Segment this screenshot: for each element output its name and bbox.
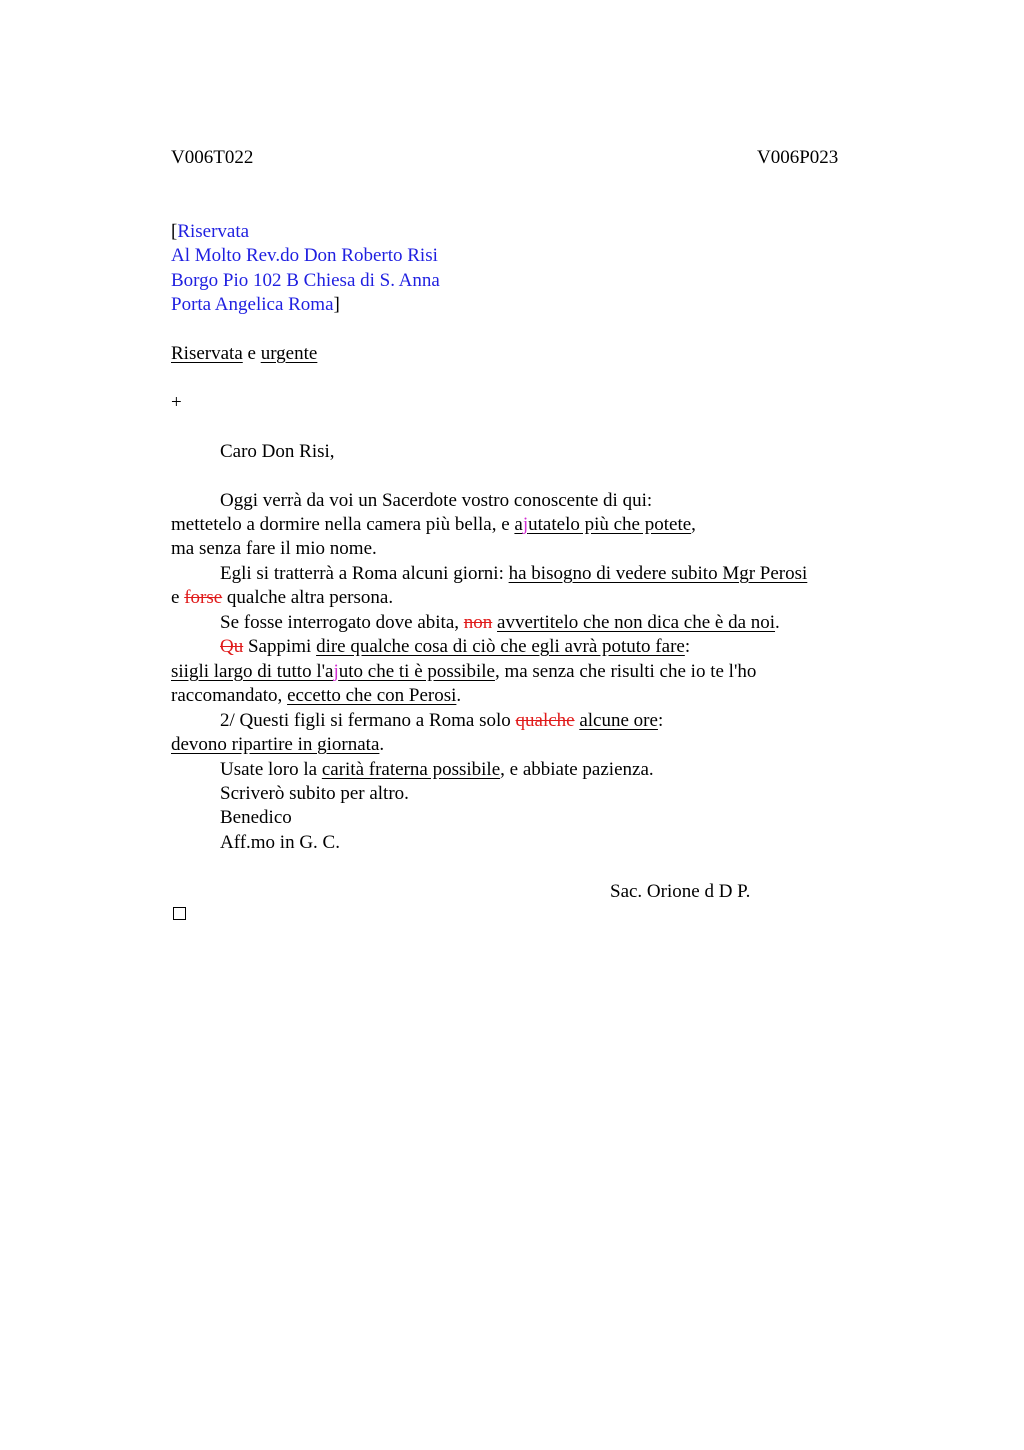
deleted-word: Qu xyxy=(220,636,244,657)
text-run: . xyxy=(379,734,385,755)
text-run: Egli si tratterrà a Roma alcuni giorni: xyxy=(220,563,509,584)
address-line-2: Al Molto Rev.do Don Roberto Risi xyxy=(171,245,438,266)
body-line-15: Aff.mo in G. C. xyxy=(220,832,340,853)
body-line-14: Benedico xyxy=(220,807,292,828)
underlined-run: ha bisogno di vedere subito Mgr Perosi xyxy=(508,563,808,584)
underlined-run: eccetto che con Perosi xyxy=(287,685,457,706)
underlined-run: devono ripartire in giornata xyxy=(171,734,380,755)
text-run: qualche altra persona. xyxy=(222,587,394,608)
text-run: utatelo più che potete xyxy=(528,514,692,535)
signature: Sac. Orione d D P. xyxy=(610,881,751,902)
text-run: raccomandato, xyxy=(171,685,288,706)
open-bracket: [ xyxy=(171,221,178,242)
underlined-run: dire qualche cosa di ciò che egli avrà potuto fare xyxy=(316,636,685,657)
underlined-run: alcune ore xyxy=(579,710,658,731)
text-run: e xyxy=(171,587,185,608)
underlined-run xyxy=(514,514,691,535)
body-line-11 xyxy=(171,733,384,757)
body-line-6 xyxy=(220,611,780,635)
body-line-2 xyxy=(171,513,696,537)
underlined-run xyxy=(171,661,495,682)
text-run: 2/ Questi figli si fermano a Roma solo xyxy=(220,710,516,731)
address-line-1 xyxy=(171,220,249,244)
doc-code-right: V006P023 xyxy=(757,147,839,168)
doc-code-left: V006T022 xyxy=(171,147,254,168)
text-run: : xyxy=(684,636,691,657)
text-run: , e abbiate pazienza. xyxy=(500,759,654,780)
inserted-letter: j xyxy=(333,661,339,682)
text-run: : xyxy=(657,710,664,731)
deleted-word: non xyxy=(463,612,493,633)
text-run: Sappimi xyxy=(243,636,317,657)
text-run: . xyxy=(775,612,780,633)
text-run: a xyxy=(514,514,523,535)
address-city: Porta Angelica Roma xyxy=(171,294,334,315)
body-line-5 xyxy=(171,586,393,610)
address-line-3: Borgo Pio 102 B Chiesa di S. Anna xyxy=(171,270,440,291)
text-run: , xyxy=(691,514,696,535)
salutation: Caro Don Risi, xyxy=(220,441,335,462)
text-run: siigli largo di tutto l'a xyxy=(171,661,334,682)
underlined-run: carità fraterna possibile xyxy=(321,759,501,780)
notice-urgente: urgente xyxy=(260,343,318,364)
inserted-letter: j xyxy=(522,514,529,535)
body-line-1: Oggi verrà da voi un Sacerdote vostro conoscente di qui: xyxy=(220,490,653,511)
body-line-12 xyxy=(220,758,654,782)
body-line-8 xyxy=(171,660,756,684)
body-line-7 xyxy=(220,635,690,659)
cross-mark: + xyxy=(171,392,182,413)
notice-riservata: Riservata xyxy=(171,343,243,364)
body-line-4 xyxy=(220,562,807,586)
notice-conj: e xyxy=(242,343,261,364)
text-run: Usate loro la xyxy=(220,759,322,780)
body-line-13: Scriverò subito per altro. xyxy=(220,783,409,804)
address-line-4 xyxy=(171,293,340,317)
body-line-3: ma senza fare il mio nome. xyxy=(171,538,377,559)
end-square-icon xyxy=(173,907,186,920)
text-run: uto che ti è possibile xyxy=(338,661,495,682)
close-bracket: ] xyxy=(333,294,340,315)
deleted-word: forse xyxy=(184,587,223,608)
body-line-9 xyxy=(171,684,461,708)
body-line-10 xyxy=(220,709,663,733)
text-run: Se fosse interrogato dove abita, xyxy=(220,612,464,633)
address-riservata: Riservata xyxy=(177,221,250,242)
underlined-run: avvertitelo che non dica che è da noi xyxy=(497,612,776,633)
text-run: mettetelo a dormire nella camera più bella, e xyxy=(171,514,515,535)
text-run: . xyxy=(456,685,462,706)
text-run: , ma senza che risulti che io te l'ho xyxy=(494,661,757,682)
confidential-notice xyxy=(171,342,317,366)
deleted-word: qualche xyxy=(515,710,575,731)
